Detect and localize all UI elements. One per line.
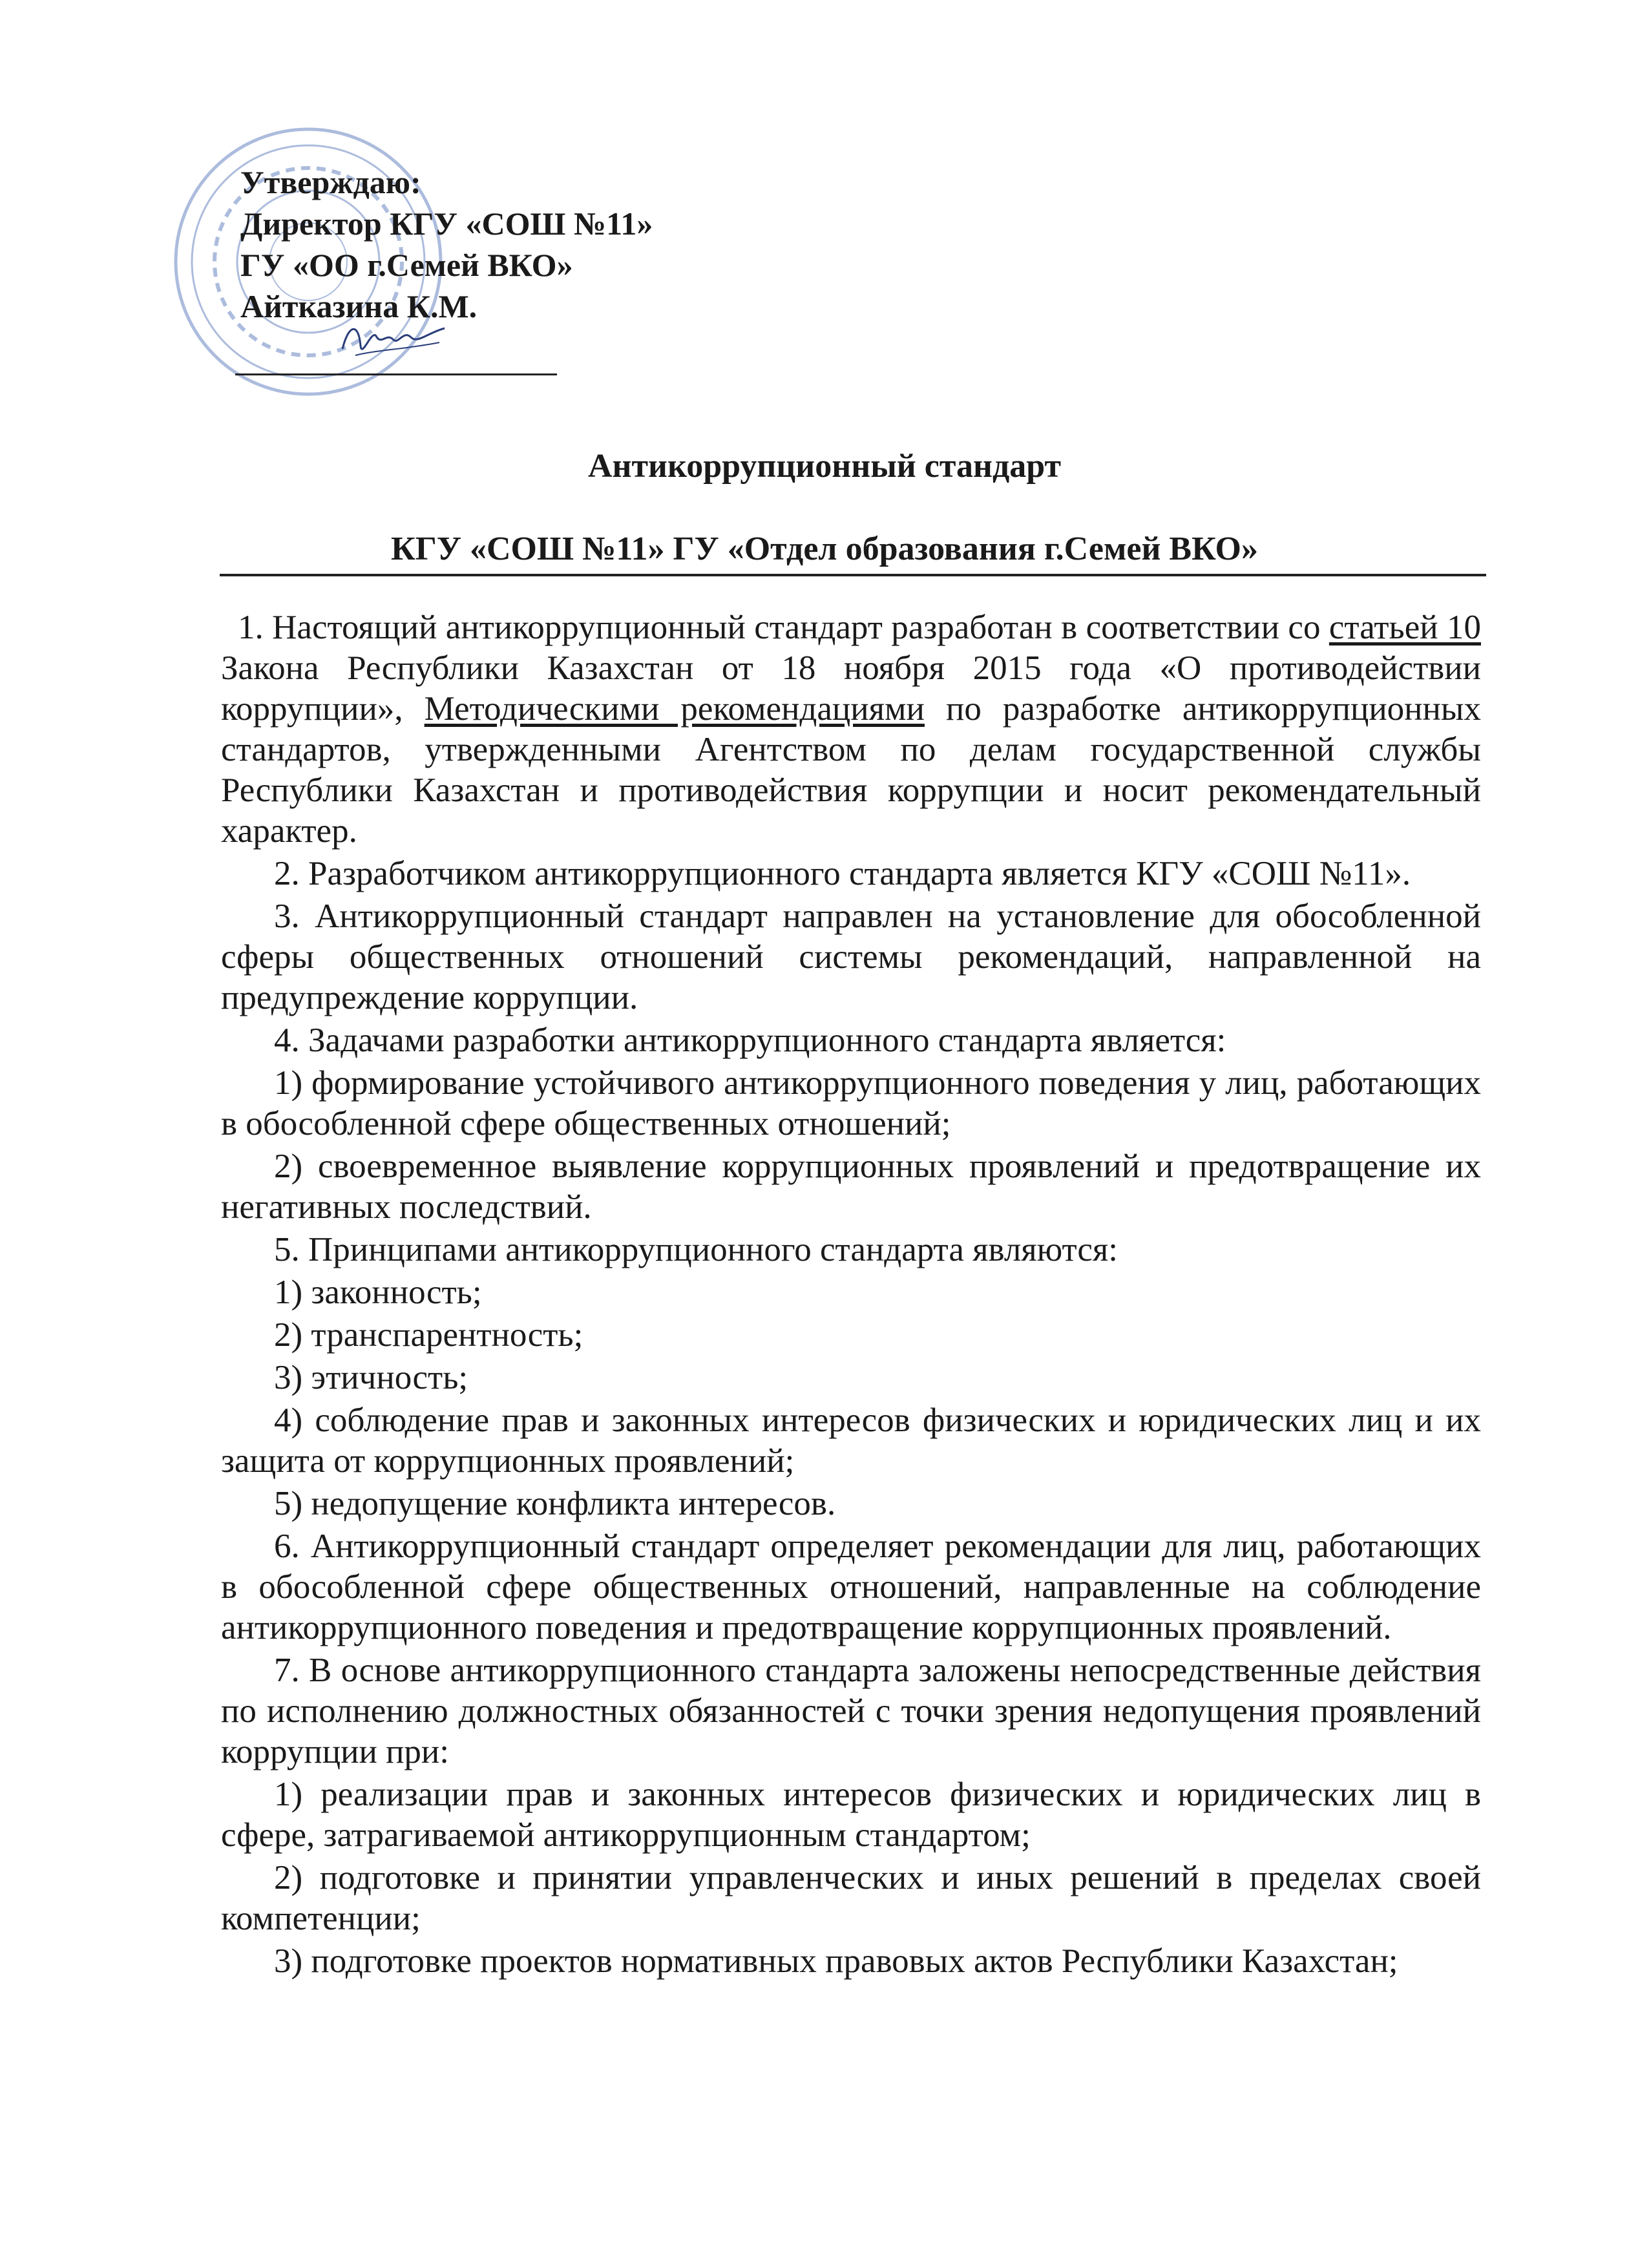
signature-line [235, 373, 557, 375]
approval-heading: Утверждаю: [240, 164, 421, 200]
paragraph-1 [221, 607, 1481, 852]
approval-name: Айтказина К.М. [240, 288, 478, 324]
paragraph-3: 3. Антикоррупционный стандарт направлен на установление для обособленной сферы общественных отношений системы рекомендаций, направленной на предупреждение коррупции. [221, 898, 1481, 1016]
paragraph-4-item-1: 1) формирование устойчивого антикоррупционного поведения у лиц, работающих в обособленной сфере общественных отношений; [221, 1064, 1481, 1142]
paragraph-4: 4. Задачами разработки антикоррупционного стандарта является: [274, 1022, 1226, 1059]
methodical-recommendations-link[interactable]: Методическими рекомендациями [424, 690, 925, 728]
paragraph-4-item-2: 2) своевременное выявление коррупционных проявлений и предотвращение их негативных последствий. [221, 1148, 1481, 1226]
approval-block [240, 162, 653, 327]
paragraph-7-item-2: 2) подготовке и принятии управленческих и иных решений в пределах своей компетенции; [221, 1859, 1481, 1937]
paragraph-7-item-1: 1) реализации прав и законных интересов физических и юридических лиц в сфере, затрагиваемой антикоррупционным стандартом; [221, 1776, 1481, 1854]
paragraph-2: 2. Разработчиком антикоррупционного стандарта является КГУ «СОШ №11». [274, 855, 1411, 892]
document-title: Антикоррупционный стандарт [587, 448, 1062, 485]
approval-position: Директор КГУ «СОШ №11» [240, 205, 653, 242]
paragraph-7-item-3: 3) подготовке проектов нормативных правовых актов Республики Казахстан; [274, 1942, 1398, 1980]
paragraph-1-lead: 1. Настоящий антикоррупционный стандарт разработан в соответствии со [238, 609, 1329, 646]
paragraph-5-item-1: 1) законность; [274, 1274, 482, 1311]
paragraph-5-item-4: 4) соблюдение прав и законных интересов физических и юридических лиц и их защита от коррупционных проявлений; [221, 1402, 1481, 1480]
paragraph-5-item-3: 3) этичность; [274, 1359, 468, 1396]
approval-organization: ГУ «ОО г.Семей ВКО» [240, 247, 573, 283]
paragraph-5-item-5: 5) недопущение конфликта интересов. [274, 1485, 836, 1522]
document-subtitle: КГУ «СОШ №11» ГУ «Отдел образования г.Семей ВКО» [391, 530, 1258, 567]
document-body [221, 607, 1481, 1984]
handwritten-signature [336, 310, 452, 368]
paragraph-5: 5. Принципами антикоррупционного стандарта являются: [274, 1231, 1118, 1268]
paragraph-1-mid: Закона Республики Казахстан от 18 ноября 2015 года «О противодействии коррупции», [221, 649, 1481, 728]
paragraph-6: 6. Антикоррупционный стандарт определяет рекомендации для лиц, работающих в обособленной сфере общественных отношений, направленные на соблюдение антикоррупционного поведения и предотвращение коррупционных проявлений. [221, 1528, 1481, 1646]
paragraph-1-tail: по разработке антикоррупционных стандартов, утвержденными Агентством по делам государственной службы Республики Казахстан и противодействия коррупции и носит рекомендательный характер. [221, 690, 1482, 850]
law-article-link[interactable]: статьей 10 [1329, 609, 1481, 646]
paragraph-5-item-2: 2) транспарентность; [274, 1316, 583, 1354]
title-divider [220, 574, 1486, 576]
paragraph-7: 7. В основе антикоррупционного стандарта заложены непосредственные действия по исполнению должностных обязанностей с точки зрения недопущения проявлений коррупции при: [221, 1652, 1481, 1770]
